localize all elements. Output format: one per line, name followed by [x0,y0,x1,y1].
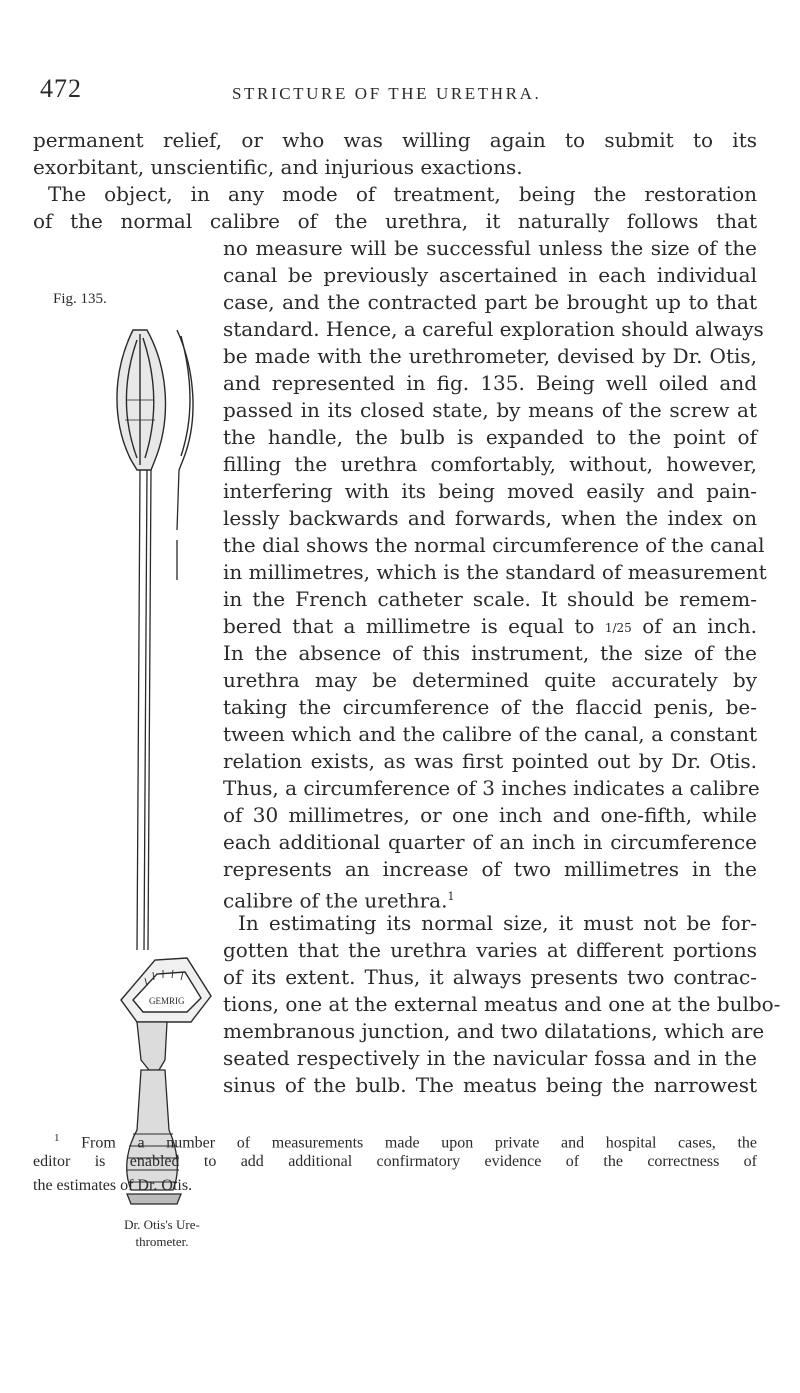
body-line-5: no measure will be successful unless the size of the [223,236,757,260]
footnote-line-1-text: From a number of measurements made upon private and hospital cases, the [81,1134,758,1152]
body-line-10: and represented in fig. 135. Being well oiled and [223,371,757,395]
body-line-27: each additional quarter of an inch in circumference [223,830,757,854]
body-line-1: permanent relief, or who was willing again to submit to its [33,128,757,152]
body-line-3: The object, in any mode of treatment, being the restoration [48,182,757,206]
urethrometer-dial [121,958,211,1022]
body-line-35: seated respectively in the navicular fossa and in the [223,1046,757,1070]
fraction: 1/25 [604,621,632,635]
body-line-20: In the absence of this instrument, the size of the [223,641,757,665]
footnote-line-3: the estimates of Dr. Otis. [33,1177,193,1194]
body-line-15: lessly backwards and forwards, when the index on [223,506,757,530]
body-line-26: of 30 millimetres, or one inch and one-fifth, while [223,803,757,827]
body-line-22: taking the circumference of the flaccid penis, be- [223,695,757,719]
body-line-29-text: calibre of the urethra. [223,888,448,913]
body-line-19 [223,613,757,642]
figure-caption-line-2: thrometer. [135,1234,189,1249]
body-line-6: canal be previously ascertained in each individual [223,263,757,287]
body-line-32: of its extent. Thus, it always presents two contrac- [223,965,757,989]
body-line-7: case, and the contracted part be brought up to that [223,290,757,314]
footnote-line-2: editor is enabled to add additional confirmatory evidence of the correctness of [33,1153,757,1170]
body-line-12: the handle, the bulb is expanded to the point of [223,425,757,449]
body-line-19-start: bered that a millimetre is equal to [223,614,595,638]
urethrometer-figure [107,310,217,1212]
body-line-28: represents an increase of two millimetres in the [223,857,757,881]
body-line-13: filling the urethra comfortably, without, however, [223,452,757,476]
body-line-2: exorbitant, unscientific, and injurious exactions. [33,155,523,179]
urethrometer-shaft [137,470,179,950]
fig-label: Fig. 135. [53,291,107,307]
figure-caption-line-1: Dr. Otis's Ure- [124,1217,200,1232]
body-line-17: in millimetres, which is the standard of measurement [223,560,767,584]
body-line-8: standard. Hence, a careful exploration should always [223,317,764,341]
body-line-33: tions, one at the external meatus and one at the bulbo- [223,992,781,1016]
page-number: 472 [40,74,82,103]
urethrometer-bulb [117,330,193,470]
body-line-16: the dial shows the normal circumference of the canal [223,533,765,557]
body-line-19-end: of an inch. [642,614,757,638]
figure-caption [108,1216,216,1250]
body-line-24: relation exists, as was first pointed out by Dr. Otis. [223,749,757,773]
body-line-31: gotten that the urethra varies at different portions [223,938,757,962]
body-line-34: membranous junction, and two dilatations, which are [223,1019,765,1043]
urethrometer-drawing [107,310,217,1212]
footnote-marker: 1 [54,1132,60,1144]
footnote-ref: 1 [447,890,455,903]
body-line-23: tween which and the calibre of the canal, a constant [223,722,757,746]
body-line-21: urethra may be determined quite accurately by [223,668,757,692]
body-line-30: In estimating its normal size, it must not be for- [238,911,757,935]
running-head: STRICTURE OF THE URETHRA. [232,84,542,103]
body-line-18: in the French catheter scale. It should be remem- [223,587,757,611]
body-line-14: interfering with its being moved easily and pain- [223,479,757,503]
body-line-36: sinus of the bulb. The meatus being the narrowest [223,1073,757,1097]
body-line-4: of the normal calibre of the urethra, it naturally follows that [33,209,757,233]
body-line-11: passed in its closed state, by means of the screw at [223,398,757,422]
body-line-25: Thus, a circumference of 3 inches indicates a calibre [223,776,760,800]
dial-maker-mark: GEMRIG [149,996,185,1006]
body-line-9: be made with the urethrometer, devised by Dr. Otis, [223,344,757,368]
